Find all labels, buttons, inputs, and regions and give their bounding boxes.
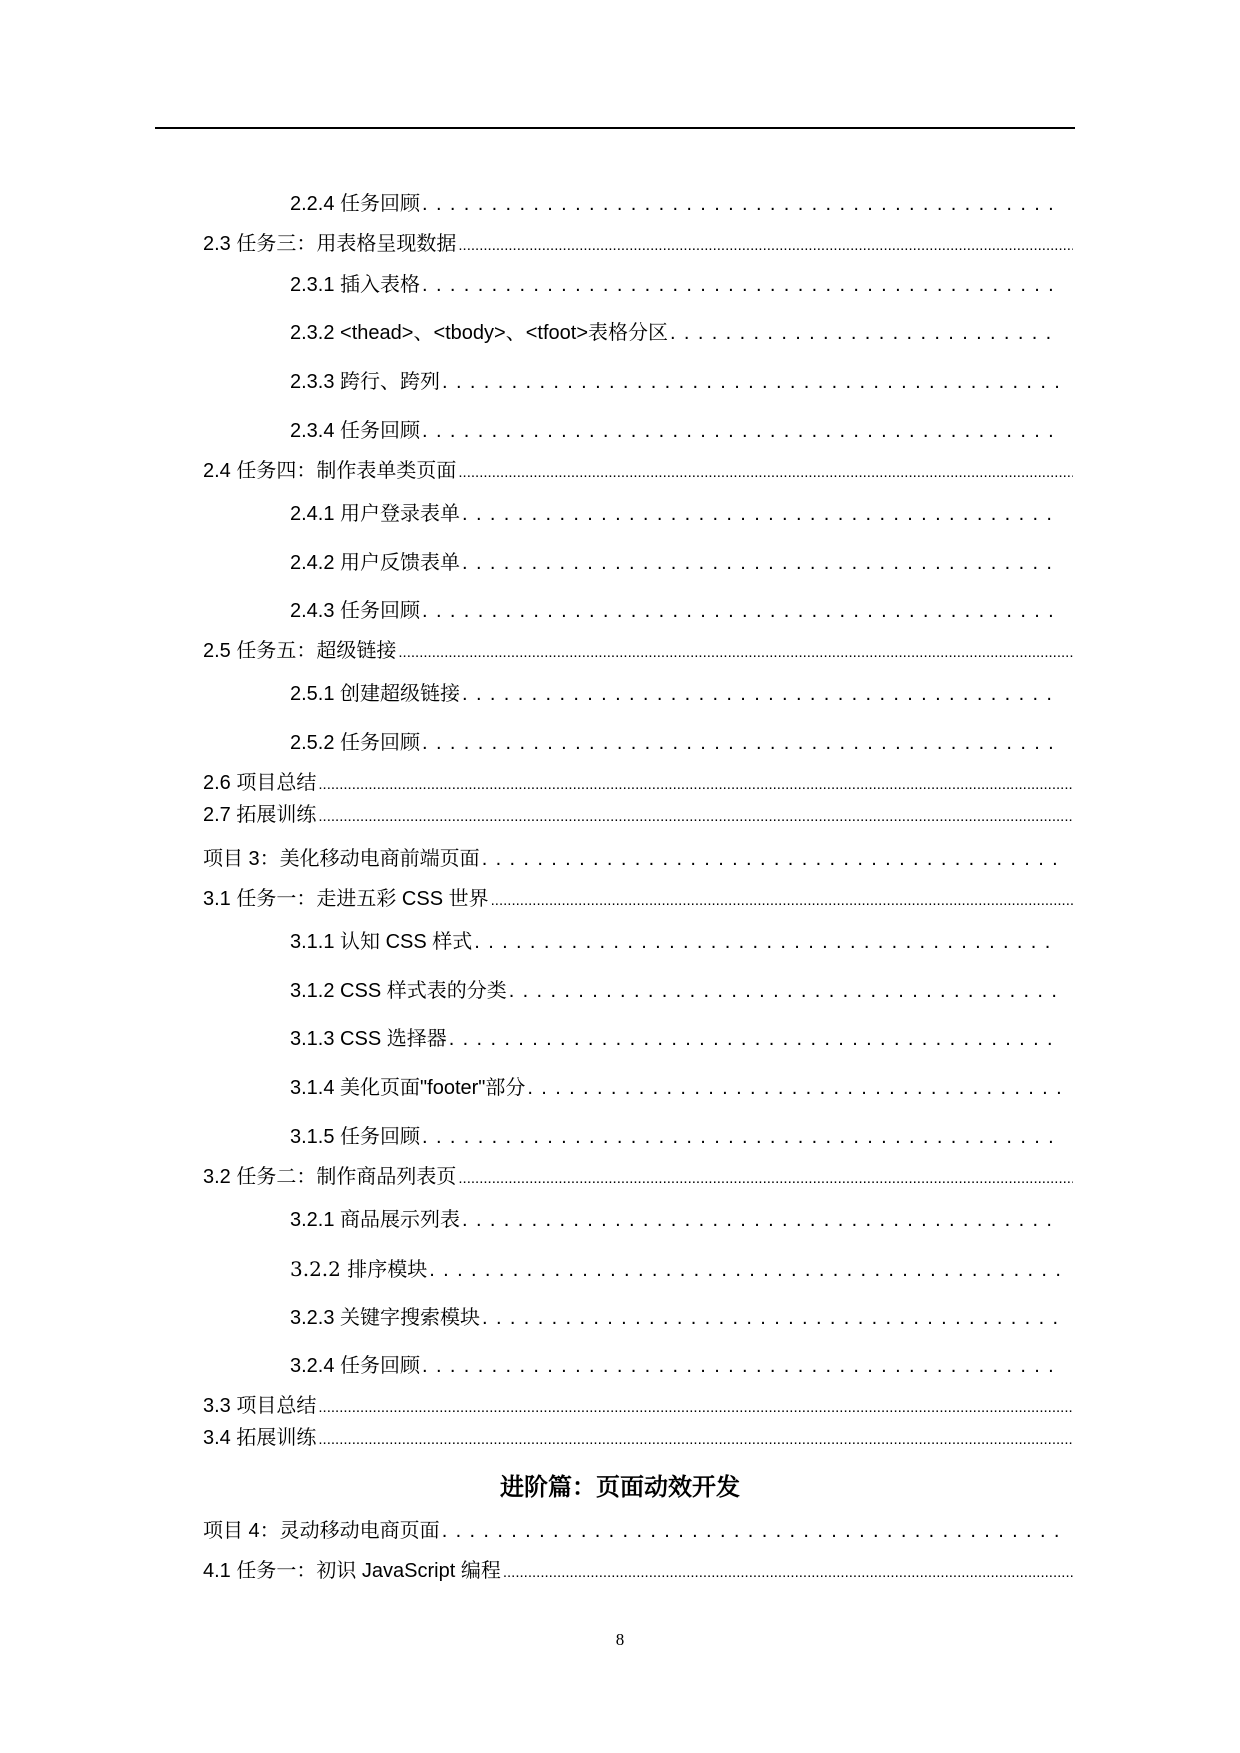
toc-entry-label: 3.4 拓展训练 — [203, 1427, 317, 1449]
toc-entry-label: 2.4 任务四：制作表单类页面 — [203, 460, 457, 482]
dot-leader — [422, 598, 1060, 624]
toc-entry-label: 2.3.3 跨行、跨列 — [290, 371, 441, 393]
toc-entry-label: 3.1.3 CSS 选择器 — [290, 1028, 447, 1050]
toc-entry-2-7[interactable] — [203, 802, 1073, 830]
toc-entry-3-4[interactable] — [203, 1425, 1073, 1453]
toc-entry-2-3-1[interactable] — [290, 272, 1060, 298]
dot-leader — [318, 1425, 1073, 1453]
toc-entry-3-1-1[interactable] — [290, 929, 1060, 955]
toc-entry-2-4[interactable] — [203, 458, 1073, 486]
toc-entry-3-3[interactable] — [203, 1393, 1073, 1421]
toc-entry-label: 3.2.2 排序模块 — [290, 1257, 428, 1281]
toc-entry-label: 3.3 项目总结 — [203, 1395, 317, 1417]
dot-leader — [422, 730, 1060, 756]
toc-entry-label: 4.1 任务一：初识 JavaScript 编程 — [203, 1560, 501, 1582]
toc-entry-label: 3.2.3 关键字搜索模块 — [290, 1307, 481, 1329]
toc-entry-2-2-4[interactable] — [290, 191, 1060, 217]
toc-entry-2-4-3[interactable] — [290, 598, 1060, 624]
toc-entry-2-5-2[interactable] — [290, 730, 1060, 756]
toc-entry-3-1-3[interactable] — [290, 1026, 1060, 1052]
dot-leader — [491, 886, 1073, 914]
toc-entry-project-3[interactable] — [203, 846, 1060, 872]
toc-entry-label: 3.1.4 美化页面"footer"部分 — [290, 1077, 526, 1099]
dot-leader — [422, 191, 1060, 217]
toc-entry-label: 2.5.2 任务回顾 — [290, 732, 421, 754]
dot-leader — [527, 1075, 1060, 1101]
dot-leader — [482, 846, 1060, 872]
toc-entry-project-4[interactable] — [203, 1518, 1060, 1544]
dot-leader — [462, 1207, 1060, 1233]
toc-entry-label: 2.3 任务三：用表格呈现数据 — [203, 233, 457, 255]
toc-entry-2-5[interactable] — [203, 638, 1073, 666]
toc-entry-label: 3.1.1 认知 CSS 样式 — [290, 931, 473, 953]
toc-entry-label: 2.3.1 插入表格 — [290, 274, 421, 296]
toc-entry-2-4-1[interactable] — [290, 501, 1060, 527]
toc-entry-label: 2.7 拓展训练 — [203, 804, 317, 826]
toc-entry-label: 2.2.4 任务回顾 — [290, 193, 421, 215]
toc-entry-2-4-2[interactable] — [290, 550, 1060, 576]
section-heading: 进阶篇：页面动效开发 — [500, 1474, 740, 1501]
dot-leader — [482, 1305, 1060, 1331]
toc-entry-label: 2.4.3 任务回顾 — [290, 600, 421, 622]
dot-leader — [398, 638, 1073, 666]
page-number: 8 — [615, 1630, 625, 1649]
toc-entry-label: 3.2 任务二：制作商品列表页 — [203, 1166, 457, 1188]
dot-leader — [422, 272, 1060, 298]
dot-leader — [429, 1257, 1060, 1283]
toc-entry-3-1[interactable] — [203, 886, 1073, 914]
toc-entry-label: 2.4.2 用户反馈表单 — [290, 552, 461, 574]
toc-entry-3-2-4[interactable] — [290, 1353, 1060, 1379]
dot-leader — [422, 1124, 1060, 1150]
toc-entry-label: 2.4.1 用户登录表单 — [290, 503, 461, 525]
dot-leader — [422, 418, 1060, 444]
dot-leader — [458, 231, 1073, 259]
toc-entry-label: 3.2.4 任务回顾 — [290, 1355, 421, 1377]
dot-leader — [509, 978, 1060, 1004]
dot-leader — [474, 929, 1060, 955]
toc-entry-label: 2.6 项目总结 — [203, 772, 317, 794]
toc-entry-label: 3.2.1 商品展示列表 — [290, 1209, 461, 1231]
dot-leader — [422, 1353, 1060, 1379]
toc-entry-label: 3.1.2 CSS 样式表的分类 — [290, 980, 507, 1002]
toc-entry-3-2-3[interactable] — [290, 1305, 1060, 1331]
dot-leader — [449, 1026, 1060, 1052]
toc-entry-2-3-2[interactable] — [290, 320, 1060, 346]
dot-leader — [458, 458, 1073, 486]
toc-entry-3-2-1[interactable] — [290, 1207, 1060, 1233]
toc-entry-label: 3.1.5 任务回顾 — [290, 1126, 421, 1148]
toc-entry-label: 2.3.4 任务回顾 — [290, 420, 421, 442]
toc-entry-2-5-1[interactable] — [290, 681, 1060, 707]
toc-entry-2-6[interactable] — [203, 770, 1073, 798]
toc-entry-2-3-4[interactable] — [290, 418, 1060, 444]
toc-entry-3-1-2[interactable] — [290, 978, 1060, 1004]
toc-entry-3-1-4[interactable] — [290, 1075, 1060, 1101]
dot-leader — [318, 802, 1073, 830]
toc-entry-label: 2.5 任务五：超级链接 — [203, 640, 397, 662]
toc-entry-label: 2.5.1 创建超级链接 — [290, 683, 461, 705]
toc-entry-2-3-3[interactable] — [290, 369, 1060, 395]
dot-leader — [458, 1164, 1073, 1192]
toc-entry-3-1-5[interactable] — [290, 1124, 1060, 1150]
toc-entry-4-1[interactable] — [203, 1558, 1073, 1586]
toc-entry-3-2-2[interactable] — [290, 1256, 1060, 1283]
toc-entry-2-3[interactable] — [203, 231, 1073, 259]
dot-leader — [670, 320, 1060, 346]
dot-leader — [318, 1393, 1073, 1421]
toc-entry-label: 2.3.2 <thead>、<tbody>、<tfoot>表格分区 — [290, 322, 669, 344]
dot-leader — [318, 770, 1073, 798]
dot-leader — [442, 369, 1060, 395]
toc-entry-3-2[interactable] — [203, 1164, 1073, 1192]
dot-leader — [462, 681, 1060, 707]
toc-entry-label: 项目 3：美化移动电商前端页面 — [203, 848, 480, 870]
dot-leader — [462, 501, 1060, 527]
toc-entry-label: 3.1 任务一：走进五彩 CSS 世界 — [203, 888, 489, 910]
toc-entry-label: 项目 4：灵动移动电商页面 — [203, 1520, 440, 1542]
dot-leader — [462, 550, 1060, 576]
dot-leader — [503, 1558, 1073, 1586]
dot-leader — [442, 1518, 1060, 1544]
